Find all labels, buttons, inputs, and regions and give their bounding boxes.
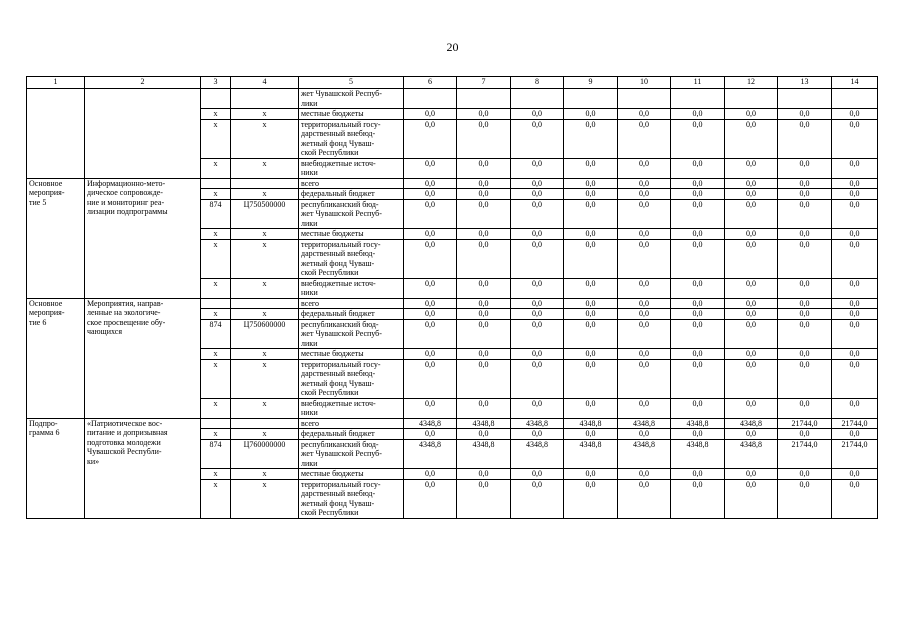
funding-source-cell: территориальный госу- дарственный внебюд- жетный фонд Чуваш- ской Республики: [299, 479, 404, 518]
value-cell: 0,0: [457, 109, 511, 120]
funding-source-cell: территориальный госу- дарственный внебюд- жетный фонд Чуваш- ской Республики: [299, 359, 404, 398]
budget-table: [26, 76, 878, 519]
value-cell: 0,0: [832, 398, 878, 418]
funding-source-cell: внебюджетные источ- ники: [299, 398, 404, 418]
value-cell: 0,0: [618, 309, 671, 320]
value-cell: 0,0: [564, 298, 618, 309]
budget-code-cell: [231, 178, 299, 189]
value-cell: 0,0: [404, 239, 457, 278]
value-cell: 0,0: [832, 178, 878, 189]
value-cell: 0,0: [511, 319, 564, 349]
value-cell: 0,0: [725, 398, 778, 418]
value-cell: 0,0: [618, 319, 671, 349]
value-cell: 0,0: [618, 469, 671, 480]
value-cell: 0,0: [564, 359, 618, 398]
program-description-cell: [85, 89, 201, 179]
value-cell: 0,0: [564, 199, 618, 229]
value-cell: 0,0: [618, 278, 671, 298]
value-cell: [778, 89, 832, 109]
value-cell: 0,0: [618, 199, 671, 229]
value-cell: 0,0: [778, 239, 832, 278]
budget-code-cell: х: [231, 359, 299, 398]
value-cell: 0,0: [832, 319, 878, 349]
value-cell: 0,0: [511, 239, 564, 278]
value-cell: 0,0: [725, 158, 778, 178]
value-cell: 0,0: [671, 469, 725, 480]
value-cell: 0,0: [671, 298, 725, 309]
value-cell: 0,0: [404, 309, 457, 320]
value-cell: 4348,8: [671, 439, 725, 469]
budget-code-cell: Ц760000000: [231, 439, 299, 469]
value-cell: 0,0: [511, 298, 564, 309]
budget-code-cell: х: [231, 398, 299, 418]
value-cell: 0,0: [778, 309, 832, 320]
value-cell: 0,0: [671, 319, 725, 349]
value-cell: 0,0: [511, 229, 564, 240]
grbs-code-cell: 874: [201, 319, 231, 349]
value-cell: 0,0: [832, 199, 878, 229]
grbs-code-cell: х: [201, 349, 231, 360]
funding-source-cell: внебюджетные источ- ники: [299, 278, 404, 298]
value-cell: 0,0: [832, 429, 878, 440]
value-cell: [832, 89, 878, 109]
funding-source-cell: местные бюджеты: [299, 109, 404, 120]
value-cell: 0,0: [618, 109, 671, 120]
value-cell: 21744,0: [832, 439, 878, 469]
value-cell: 4348,8: [404, 418, 457, 429]
budget-code-cell: [231, 418, 299, 429]
value-cell: 0,0: [564, 278, 618, 298]
value-cell: 0,0: [832, 359, 878, 398]
value-cell: 0,0: [725, 119, 778, 158]
value-cell: 4348,8: [457, 418, 511, 429]
value-cell: 0,0: [671, 309, 725, 320]
value-cell: 0,0: [618, 398, 671, 418]
value-cell: 0,0: [457, 349, 511, 360]
value-cell: 0,0: [404, 178, 457, 189]
program-description-cell: Мероприятия, направ- ленные на экологиче- ское просвещение обу- чающихся: [85, 298, 201, 418]
value-cell: 0,0: [511, 398, 564, 418]
value-cell: 0,0: [671, 349, 725, 360]
value-cell: [564, 89, 618, 109]
value-cell: 0,0: [564, 189, 618, 200]
value-cell: 0,0: [511, 158, 564, 178]
table-row: [27, 418, 878, 429]
value-cell: 0,0: [404, 109, 457, 120]
funding-source-cell: территориальный госу- дарственный внебюд- жетный фонд Чуваш- ской Республики: [299, 239, 404, 278]
funding-source-cell: федеральный бюджет: [299, 309, 404, 320]
funding-source-cell: территориальный госу- дарственный внебюд- жетный фонд Чуваш- ской Республики: [299, 119, 404, 158]
value-cell: 0,0: [725, 239, 778, 278]
grbs-code-cell: [201, 298, 231, 309]
value-cell: 0,0: [725, 319, 778, 349]
value-cell: 0,0: [457, 319, 511, 349]
column-header: 1: [27, 77, 85, 89]
budget-code-cell: х: [231, 119, 299, 158]
funding-source-cell: жет Чувашской Респуб- лики: [299, 89, 404, 109]
budget-code-cell: х: [231, 309, 299, 320]
value-cell: 0,0: [457, 359, 511, 398]
grbs-code-cell: х: [201, 229, 231, 240]
value-cell: 0,0: [671, 429, 725, 440]
value-cell: 0,0: [671, 398, 725, 418]
value-cell: 4348,8: [404, 439, 457, 469]
budget-code-cell: х: [231, 158, 299, 178]
grbs-code-cell: [201, 178, 231, 189]
value-cell: 0,0: [457, 278, 511, 298]
value-cell: 0,0: [778, 109, 832, 120]
budget-code-cell: х: [231, 429, 299, 440]
value-cell: 0,0: [404, 398, 457, 418]
value-cell: 0,0: [457, 158, 511, 178]
value-cell: 0,0: [564, 469, 618, 480]
value-cell: 0,0: [618, 349, 671, 360]
value-cell: [457, 89, 511, 109]
budget-code-cell: [231, 89, 299, 109]
budget-code-cell: Ц750600000: [231, 319, 299, 349]
grbs-code-cell: х: [201, 158, 231, 178]
value-cell: 0,0: [618, 239, 671, 278]
budget-code-cell: х: [231, 109, 299, 120]
value-cell: 0,0: [564, 178, 618, 189]
value-cell: 0,0: [832, 278, 878, 298]
value-cell: 0,0: [778, 119, 832, 158]
funding-source-cell: всего: [299, 298, 404, 309]
value-cell: 0,0: [511, 359, 564, 398]
value-cell: 0,0: [404, 319, 457, 349]
value-cell: 0,0: [404, 359, 457, 398]
budget-code-cell: х: [231, 189, 299, 200]
value-cell: 0,0: [832, 229, 878, 240]
value-cell: 0,0: [778, 199, 832, 229]
value-cell: 0,0: [618, 178, 671, 189]
value-cell: 0,0: [618, 479, 671, 518]
budget-code-cell: х: [231, 479, 299, 518]
value-cell: 0,0: [832, 119, 878, 158]
value-cell: 0,0: [725, 359, 778, 398]
value-cell: 0,0: [725, 229, 778, 240]
value-cell: 0,0: [778, 178, 832, 189]
value-cell: 0,0: [725, 469, 778, 480]
value-cell: 4348,8: [725, 418, 778, 429]
column-header: 6: [404, 77, 457, 89]
value-cell: 0,0: [778, 479, 832, 518]
value-cell: 0,0: [778, 298, 832, 309]
value-cell: 0,0: [725, 479, 778, 518]
value-cell: 0,0: [404, 429, 457, 440]
program-description-cell: Информационно-мето- дическое сопровожде- ние и мониторинг реа- лизации подпрограммы: [85, 178, 201, 298]
column-header: 2: [85, 77, 201, 89]
value-cell: [618, 89, 671, 109]
grbs-code-cell: х: [201, 429, 231, 440]
value-cell: 0,0: [671, 189, 725, 200]
value-cell: 0,0: [671, 158, 725, 178]
value-cell: 0,0: [832, 309, 878, 320]
value-cell: 0,0: [564, 319, 618, 349]
column-header: 3: [201, 77, 231, 89]
grbs-code-cell: х: [201, 189, 231, 200]
value-cell: 0,0: [725, 298, 778, 309]
budget-code-cell: х: [231, 469, 299, 480]
value-cell: 0,0: [832, 189, 878, 200]
value-cell: 4348,8: [618, 418, 671, 429]
value-cell: 0,0: [564, 398, 618, 418]
value-cell: 0,0: [832, 158, 878, 178]
value-cell: 0,0: [725, 309, 778, 320]
value-cell: 0,0: [671, 239, 725, 278]
funding-source-cell: местные бюджеты: [299, 349, 404, 360]
budget-code-cell: х: [231, 239, 299, 278]
value-cell: 0,0: [778, 229, 832, 240]
funding-source-cell: всего: [299, 418, 404, 429]
value-cell: 0,0: [404, 158, 457, 178]
value-cell: 21744,0: [778, 439, 832, 469]
budget-code-cell: Ц750500000: [231, 199, 299, 229]
value-cell: 0,0: [404, 278, 457, 298]
grbs-code-cell: х: [201, 109, 231, 120]
value-cell: 0,0: [511, 119, 564, 158]
funding-source-cell: внебюджетные источ- ники: [299, 158, 404, 178]
value-cell: 0,0: [778, 158, 832, 178]
value-cell: 0,0: [618, 429, 671, 440]
value-cell: 0,0: [725, 178, 778, 189]
value-cell: 0,0: [725, 429, 778, 440]
value-cell: 0,0: [511, 349, 564, 360]
value-cell: 0,0: [404, 479, 457, 518]
value-cell: 0,0: [404, 298, 457, 309]
value-cell: 0,0: [778, 398, 832, 418]
value-cell: 0,0: [725, 349, 778, 360]
column-header: 11: [671, 77, 725, 89]
grbs-code-cell: х: [201, 398, 231, 418]
page-number: 20: [446, 40, 459, 54]
program-name-cell: Основное мероприя- тие 6: [27, 298, 85, 418]
grbs-code-cell: [201, 89, 231, 109]
value-cell: 0,0: [564, 158, 618, 178]
value-cell: 4348,8: [564, 418, 618, 429]
value-cell: 0,0: [618, 189, 671, 200]
column-header: 9: [564, 77, 618, 89]
grbs-code-cell: х: [201, 239, 231, 278]
value-cell: 0,0: [671, 119, 725, 158]
value-cell: 0,0: [832, 469, 878, 480]
value-cell: 0,0: [564, 119, 618, 158]
value-cell: 0,0: [618, 229, 671, 240]
value-cell: 0,0: [511, 479, 564, 518]
value-cell: 0,0: [671, 278, 725, 298]
budget-code-cell: [231, 298, 299, 309]
value-cell: 4348,8: [511, 418, 564, 429]
value-cell: 0,0: [725, 109, 778, 120]
value-cell: 0,0: [564, 239, 618, 278]
grbs-code-cell: 874: [201, 199, 231, 229]
value-cell: [511, 89, 564, 109]
budget-code-cell: х: [231, 349, 299, 360]
value-cell: [404, 89, 457, 109]
value-cell: 0,0: [778, 319, 832, 349]
value-cell: 0,0: [778, 349, 832, 360]
column-header: 10: [618, 77, 671, 89]
value-cell: 4348,8: [457, 439, 511, 469]
value-cell: 0,0: [404, 229, 457, 240]
funding-source-cell: республиканский бюд- жет Чувашской Респуб- лики: [299, 439, 404, 469]
value-cell: 0,0: [511, 429, 564, 440]
funding-source-cell: всего: [299, 178, 404, 189]
value-cell: 0,0: [618, 298, 671, 309]
table-row: [27, 89, 878, 109]
program-name-cell: Подпро- грамма 6: [27, 418, 85, 518]
value-cell: 0,0: [671, 109, 725, 120]
budget-code-cell: х: [231, 229, 299, 240]
value-cell: 0,0: [511, 178, 564, 189]
value-cell: 0,0: [511, 309, 564, 320]
column-header: 12: [725, 77, 778, 89]
value-cell: 0,0: [511, 278, 564, 298]
funding-source-cell: местные бюджеты: [299, 469, 404, 480]
header-row: [27, 77, 878, 89]
value-cell: 0,0: [564, 229, 618, 240]
value-cell: 0,0: [457, 199, 511, 229]
grbs-code-cell: [201, 418, 231, 429]
value-cell: 21744,0: [778, 418, 832, 429]
funding-source-cell: республиканский бюд- жет Чувашской Респуб- лики: [299, 199, 404, 229]
value-cell: 0,0: [618, 158, 671, 178]
value-cell: 0,0: [457, 178, 511, 189]
value-cell: 0,0: [778, 278, 832, 298]
value-cell: 4348,8: [618, 439, 671, 469]
grbs-code-cell: х: [201, 278, 231, 298]
value-cell: 0,0: [671, 178, 725, 189]
value-cell: 0,0: [457, 239, 511, 278]
table-row: [27, 298, 878, 309]
value-cell: 0,0: [404, 189, 457, 200]
value-cell: 0,0: [564, 349, 618, 360]
value-cell: 0,0: [778, 189, 832, 200]
column-header: 5: [299, 77, 404, 89]
value-cell: 0,0: [457, 189, 511, 200]
value-cell: 0,0: [725, 189, 778, 200]
grbs-code-cell: х: [201, 479, 231, 518]
value-cell: 0,0: [511, 199, 564, 229]
value-cell: 0,0: [671, 199, 725, 229]
program-name-cell: Основное мероприя- тие 5: [27, 178, 85, 298]
value-cell: 0,0: [404, 199, 457, 229]
value-cell: 0,0: [511, 189, 564, 200]
program-description-cell: «Патриотическое вос- питание и допризывная подготовка молодежи Чувашской Республи- ки»: [85, 418, 201, 518]
value-cell: [725, 89, 778, 109]
value-cell: 0,0: [457, 119, 511, 158]
value-cell: 0,0: [404, 349, 457, 360]
value-cell: 0,0: [564, 479, 618, 518]
value-cell: 0,0: [457, 479, 511, 518]
value-cell: 0,0: [832, 239, 878, 278]
value-cell: 0,0: [671, 359, 725, 398]
value-cell: 0,0: [457, 229, 511, 240]
value-cell: 0,0: [618, 119, 671, 158]
value-cell: 0,0: [564, 109, 618, 120]
value-cell: 0,0: [778, 469, 832, 480]
value-cell: 0,0: [832, 109, 878, 120]
value-cell: 0,0: [671, 479, 725, 518]
value-cell: 4348,8: [671, 418, 725, 429]
value-cell: 4348,8: [511, 439, 564, 469]
value-cell: 0,0: [564, 309, 618, 320]
value-cell: 0,0: [404, 119, 457, 158]
value-cell: 0,0: [832, 349, 878, 360]
column-header: 13: [778, 77, 832, 89]
value-cell: 0,0: [618, 359, 671, 398]
column-header: 4: [231, 77, 299, 89]
value-cell: [671, 89, 725, 109]
funding-source-cell: федеральный бюджет: [299, 189, 404, 200]
grbs-code-cell: х: [201, 119, 231, 158]
value-cell: 4348,8: [725, 439, 778, 469]
table-row: [27, 178, 878, 189]
value-cell: 0,0: [457, 309, 511, 320]
grbs-code-cell: х: [201, 359, 231, 398]
value-cell: 4348,8: [564, 439, 618, 469]
value-cell: 0,0: [457, 298, 511, 309]
value-cell: 0,0: [832, 298, 878, 309]
value-cell: 0,0: [511, 109, 564, 120]
column-header: 8: [511, 77, 564, 89]
value-cell: 0,0: [564, 429, 618, 440]
program-name-cell: [27, 89, 85, 179]
value-cell: 0,0: [457, 429, 511, 440]
value-cell: 0,0: [725, 278, 778, 298]
funding-source-cell: местные бюджеты: [299, 229, 404, 240]
funding-source-cell: федеральный бюджет: [299, 429, 404, 440]
value-cell: 0,0: [404, 469, 457, 480]
value-cell: 0,0: [832, 479, 878, 518]
grbs-code-cell: х: [201, 309, 231, 320]
budget-code-cell: х: [231, 278, 299, 298]
column-header: 7: [457, 77, 511, 89]
funding-source-cell: республиканский бюд- жет Чувашской Респуб- лики: [299, 319, 404, 349]
column-header: 14: [832, 77, 878, 89]
value-cell: 21744,0: [832, 418, 878, 429]
value-cell: 0,0: [778, 429, 832, 440]
grbs-code-cell: х: [201, 469, 231, 480]
value-cell: 0,0: [671, 229, 725, 240]
value-cell: 0,0: [511, 469, 564, 480]
grbs-code-cell: 874: [201, 439, 231, 469]
value-cell: 0,0: [778, 359, 832, 398]
value-cell: 0,0: [457, 469, 511, 480]
value-cell: 0,0: [457, 398, 511, 418]
value-cell: 0,0: [725, 199, 778, 229]
